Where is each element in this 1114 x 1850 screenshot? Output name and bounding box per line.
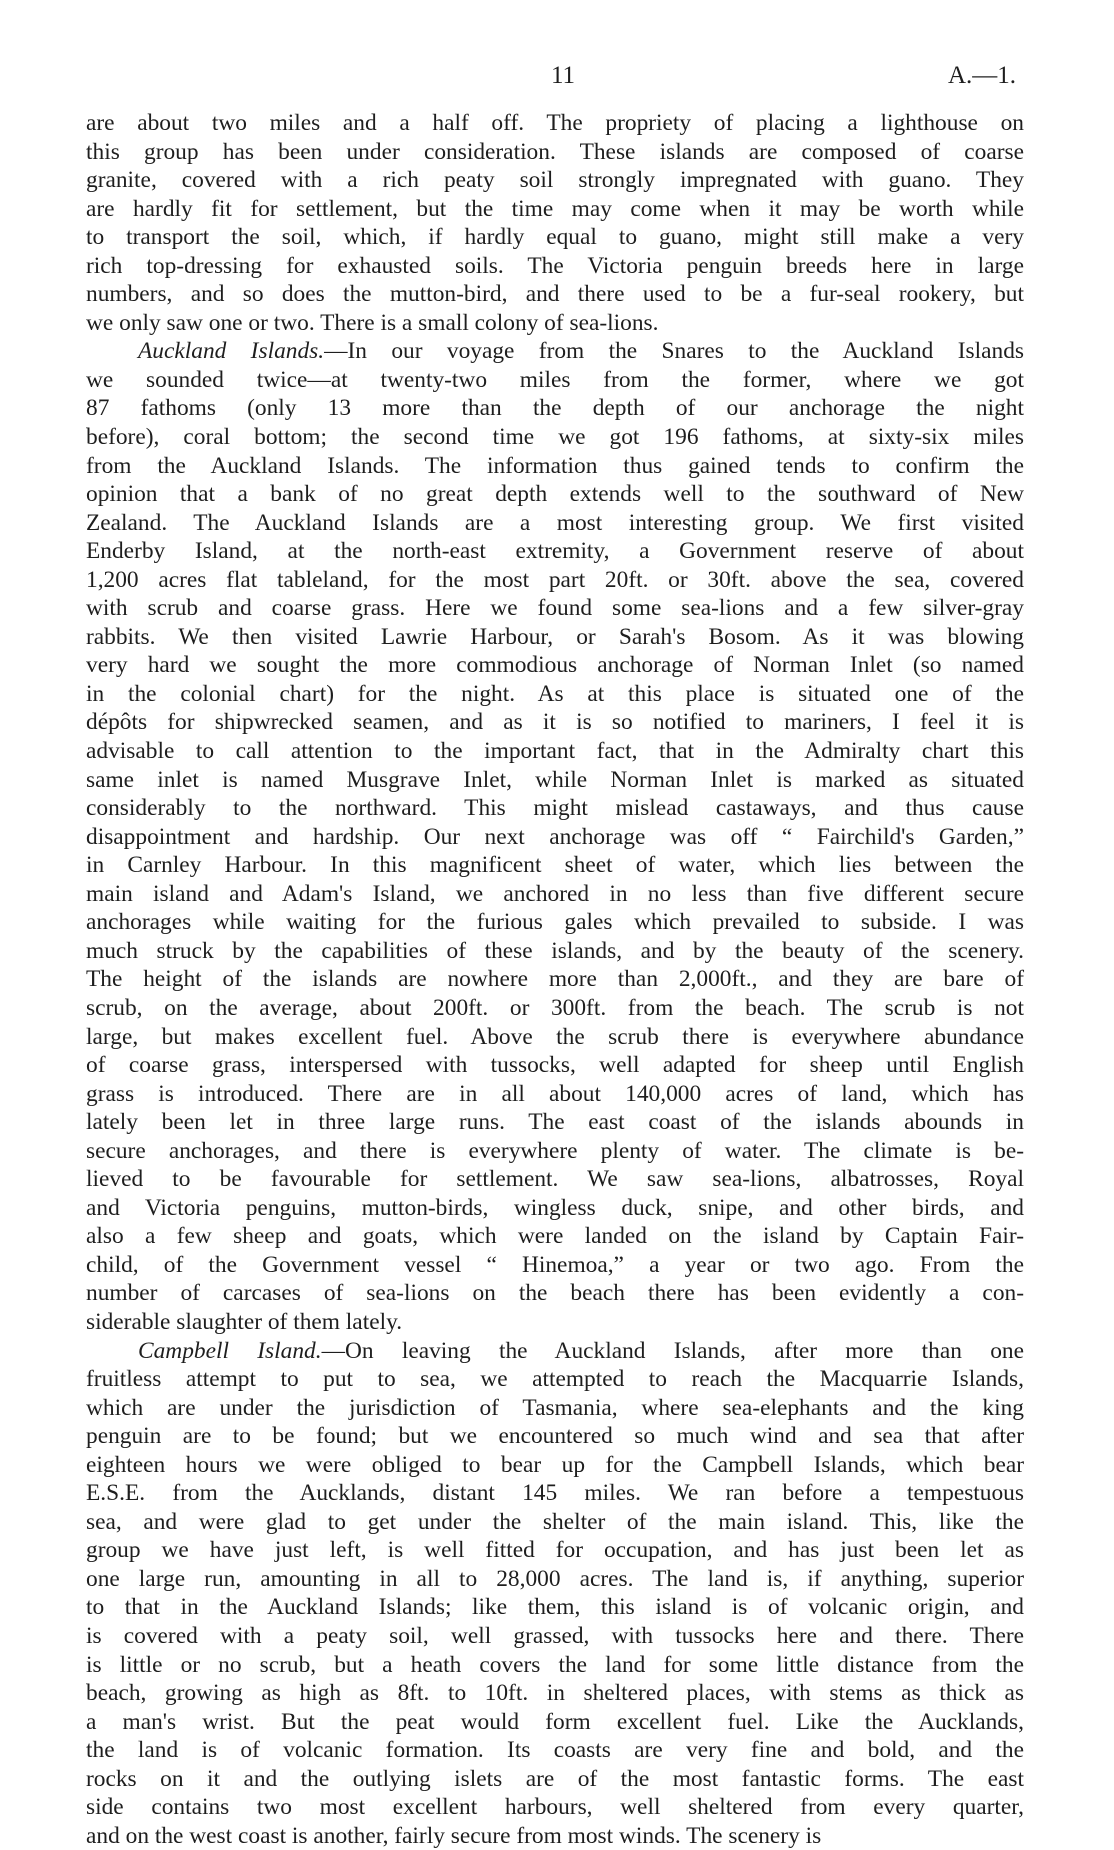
page-header (0, 62, 1114, 98)
text-line: with scrub and coarse grass. Here we found some sea-lions and a few silver-gray (86, 595, 1024, 622)
text-line: number of carcases of sea-lions on the beach there has been evidently a con- (86, 1280, 1024, 1307)
text-line: very hard we sought the more commodious anchorage of Norman Inlet (so named (86, 652, 1024, 679)
text-line: The height of the islands are nowhere more than 2,000ft., and they are bare of (86, 966, 1024, 993)
text-line: numbers, and so does the mutton-bird, and there used to be a fur-seal rookery, but (86, 281, 1024, 308)
text-line: to that in the Auckland Islands; like them, this island is of volcanic origin, and (86, 1594, 1024, 1621)
text-line: considerably to the northward. This might mislead castaways, and thus cause (86, 795, 1024, 822)
text-line: to transport the soil, which, if hardly equal to guano, might still make a very (86, 224, 1024, 251)
text-line: this group has been under consideration. These islands are composed of coarse (86, 138, 1024, 165)
text-line: fruitless attempt to put to sea, we attempted to reach the Macquarrie Islands, (86, 1366, 1024, 1393)
paragraph (86, 109, 1024, 337)
text-line: rich top-dressing for exhausted soils. The Victoria penguin breeds here in large (86, 252, 1024, 279)
text-line: grass is introduced. There are in all about 140,000 acres of land, which has (86, 1080, 1024, 1107)
text-line: from the Auckland Islands. The information thus gained tends to confirm the (86, 452, 1024, 479)
text-line: Zealand. The Auckland Islands are a most interesting group. We first visited (86, 509, 1024, 536)
text-line: and Victoria penguins, mutton-birds, wingless duck, snipe, and other birds, and (86, 1194, 1024, 1221)
heading-line-text: —In our voyage from the Snares to the Auckland Islands (324, 338, 1024, 365)
section-heading: Auckland Islands. (138, 338, 325, 365)
text-line: anchorages while waiting for the furious gales which prevailed to subside. I was (86, 909, 1024, 936)
text-line: beach, growing as high as 8ft. to 10ft. in sheltered places, with stems as thick as (86, 1680, 1024, 1707)
text-line: large, but makes excellent fuel. Above the scrub there is everywhere abundance (86, 1023, 1024, 1050)
text-line: the land is of volcanic formation. Its coasts are very fine and bold, and the (86, 1737, 1024, 1764)
text-line: same inlet is named Musgrave Inlet, while Norman Inlet is marked as situated (86, 766, 1024, 793)
page-number: 11 (550, 62, 576, 89)
text-line: we only saw one or two. There is a small colony of sea-lions. (86, 309, 659, 336)
text-line: advisable to call attention to the important fact, that in the Admiralty chart this (86, 738, 1024, 765)
text-line: before), coral bottom; the second time we got 196 fathoms, at sixty-six miles (86, 424, 1024, 451)
text-line: side contains two most excellent harbours, well sheltered from every quarter, (86, 1794, 1024, 1821)
paragraph-first-line (86, 337, 1024, 366)
text-line: rabbits. We then visited Lawrie Harbour, or Sarah's Bosom. As it was blowing (86, 623, 1024, 650)
paragraph (86, 1337, 1024, 1850)
text-line: which are under the jurisdiction of Tasmania, where sea-elephants and the king (86, 1394, 1024, 1421)
text-line: main island and Adam's Island, we anchored in no less than five different secure (86, 880, 1024, 907)
heading-line-text: —On leaving the Auckland Islands, after more than one (321, 1337, 1024, 1364)
text-line: disappointment and hardship. Our next anchorage was off “ Fairchild's Garden,” (86, 823, 1024, 850)
text-line: are hardly fit for settlement, but the time may come when it may be worth while (86, 195, 1024, 222)
text-line: Enderby Island, at the north-east extremity, a Government reserve of about (86, 538, 1024, 565)
text-line: in Carnley Harbour. In this magnificent sheet of water, which lies between the (86, 852, 1024, 879)
text-line: is covered with a peaty soil, well grassed, with tussocks here and there. There (86, 1622, 1024, 1649)
text-line: also a few sheep and goats, which were landed on the island by Captain Fair- (86, 1223, 1024, 1250)
text-line: siderable slaughter of them lately. (86, 1308, 403, 1335)
text-line: are about two miles and a half off. The propriety of placing a lighthouse on (86, 110, 1024, 136)
text-line: scrub, on the average, about 200ft. or 300ft. from the beach. The scrub is not (86, 994, 1024, 1021)
document-reference: A.—1. (947, 62, 1016, 89)
paragraph (86, 337, 1024, 1336)
text-line: lieved to be favourable for settlement. We saw sea-lions, albatrosses, Royal (86, 1166, 1024, 1193)
text-line: eighteen hours we were obliged to bear up for the Campbell Islands, which bear (86, 1451, 1024, 1478)
text-line: sea, and were glad to get under the shelter of the main island. This, like the (86, 1508, 1024, 1535)
text-line: E.S.E. from the Aucklands, distant 145 miles. We ran before a tempestuous (86, 1480, 1024, 1507)
text-line: much struck by the capabilities of these islands, and by the beauty of the scenery. (86, 937, 1024, 964)
text-line: child, of the Government vessel “ Hinemoa,” a year or two ago. From the (86, 1251, 1024, 1278)
text-line: of coarse grass, interspersed with tussocks, well adapted for sheep until English (86, 1052, 1024, 1079)
paragraph-first-line (86, 1337, 1024, 1366)
text-line: in the colonial chart) for the night. As at this place is situated one of the (86, 680, 1024, 707)
text-line: a man's wrist. But the peat would form excellent fuel. Like the Aucklands, (86, 1708, 1024, 1735)
text-line: secure anchorages, and there is everywhere plenty of water. The climate is be- (86, 1137, 1024, 1164)
text-line: 87 fathoms (only 13 more than the depth of our anchorage the night (86, 395, 1024, 422)
section-heading: Campbell Island. (138, 1337, 322, 1364)
text-line: lately been let in three large runs. The east coast of the islands abounds in (86, 1109, 1024, 1136)
text-line: 1,200 acres flat tableland, for the most part 20ft. or 30ft. above the sea, covered (86, 566, 1024, 593)
text-line: group we have just left, is well fitted for occupation, and has just been let as (86, 1537, 1024, 1564)
text-line: is little or no scrub, but a heath covers the land for some little distance from the (86, 1651, 1024, 1678)
text-line: one large run, amounting in all to 28,000 acres. The land is, if anything, superior (86, 1565, 1024, 1592)
text-line: dépôts for shipwrecked seamen, and as it is so notified to mariners, I feel it is (86, 709, 1024, 736)
body-text (86, 109, 1024, 1850)
text-line: granite, covered with a rich peaty soil strongly impregnated with guano. They (86, 167, 1024, 194)
text-line: opinion that a bank of no great depth extends well to the southward of New (86, 481, 1024, 508)
text-line: rocks on it and the outlying islets are of the most fantastic forms. The east (86, 1765, 1024, 1792)
text-line: penguin are to be found; but we encountered so much wind and sea that after (86, 1423, 1024, 1450)
text-line: and on the west coast is another, fairly secure from most winds. The scenery is (86, 1822, 822, 1849)
text-line: we sounded twice—at twenty-two miles from the former, where we got (86, 366, 1024, 393)
